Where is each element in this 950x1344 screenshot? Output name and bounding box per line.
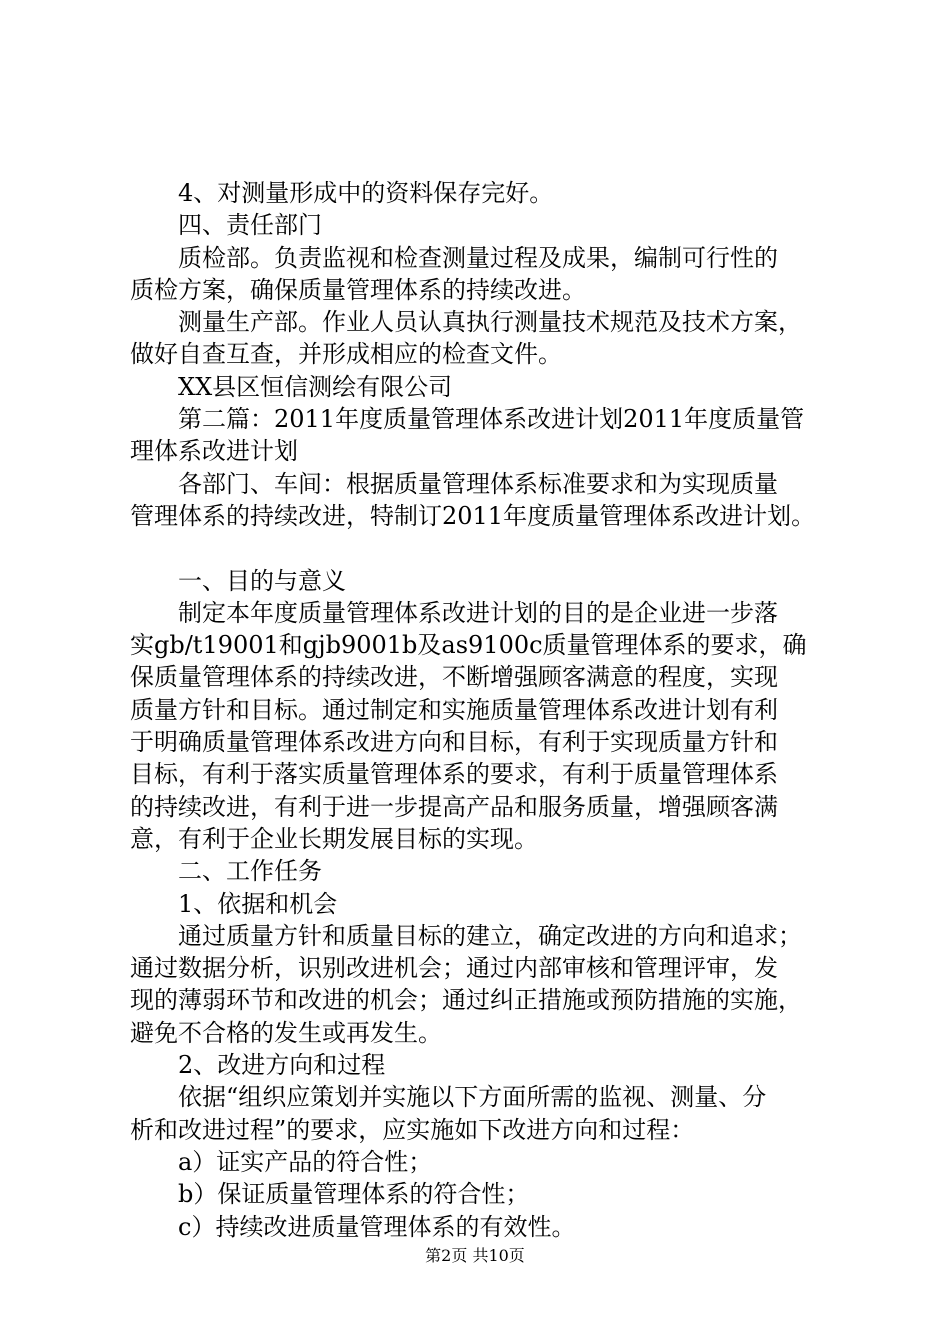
text-line: 的持续改进，有利于进一步提高产品和服务质量，增强顾客满 bbox=[130, 792, 778, 821]
text-line: 通过质量方针和质量目标的建立，确定改进的方向和追求； bbox=[178, 921, 802, 950]
text-line: 目标，有利于落实质量管理体系的要求，有利于质量管理体系 bbox=[130, 760, 778, 789]
text-line: b）保证质量管理体系的符合性； bbox=[178, 1180, 530, 1209]
text-line: 于明确质量管理体系改进方向和目标，有利于实现质量方针和 bbox=[130, 728, 778, 757]
text-line: 实gb/t19001和gjb9001b及as9100c质量管理体系的要求，确 bbox=[130, 631, 807, 660]
text-line: c）持续改进质量管理体系的有效性。 bbox=[178, 1212, 576, 1241]
text-line: 保质量管理体系的持续改进，不断增强顾客满意的程度，实现 bbox=[130, 663, 778, 692]
text-line: 管理体系的持续改进，特制订2011年度质量管理体系改进计划。 bbox=[130, 501, 816, 530]
text-line: 质检方案，确保质量管理体系的持续改进。 bbox=[130, 275, 586, 304]
text-line: 一、目的与意义 bbox=[178, 566, 346, 595]
text-line: 二、工作任务 bbox=[178, 857, 322, 886]
text-line: 制定本年度质量管理体系改进计划的目的是企业进一步落 bbox=[178, 598, 778, 627]
text-line: 质检部。负责监视和检查测量过程及成果，编制可行性的 bbox=[178, 243, 778, 272]
text-line: 做好自查互查，并形成相应的检查文件。 bbox=[130, 340, 562, 369]
text-line: 第二篇：2011年度质量管理体系改进计划2011年度质量管 bbox=[178, 405, 805, 434]
text-line: 现的薄弱环节和改进的机会；通过纠正措施或预防措施的实施， bbox=[130, 986, 802, 1015]
text-line: 通过数据分析，识别改进机会；通过内部审核和管理评审，发 bbox=[130, 954, 778, 983]
text-line: 依据“组织应策划并实施以下方面所需的监视、测量、分 bbox=[178, 1083, 767, 1112]
text-line: 意，有利于企业长期发展目标的实现。 bbox=[130, 824, 538, 853]
text-line: 理体系改进计划 bbox=[130, 437, 298, 466]
text-line: 避免不合格的发生或再发生。 bbox=[130, 1018, 442, 1047]
text-line: 2、改进方向和过程 bbox=[178, 1051, 386, 1080]
text-line: 1、依据和机会 bbox=[178, 889, 338, 918]
text-line: 各部门、车间：根据质量管理体系标准要求和为实现质量 bbox=[178, 469, 778, 498]
text-line: a）证实产品的符合性； bbox=[178, 1147, 433, 1176]
text-line: 质量方针和目标。通过制定和实施质量管理体系改进计划有利 bbox=[130, 695, 778, 724]
text-line: 析和改进过程”的要求，应实施如下改进方向和过程： bbox=[130, 1115, 695, 1144]
blank-line bbox=[130, 532, 840, 564]
text-line: 4、对测量形成中的资料保存完好。 bbox=[178, 179, 554, 207]
document-body bbox=[130, 177, 840, 1243]
page-footer: 第2页 共10页 bbox=[425, 1246, 525, 1265]
text-line: XX县区恒信测绘有限公司 bbox=[178, 372, 453, 401]
text-line: 四、责任部门 bbox=[178, 211, 322, 240]
text-line: 测量生产部。作业人员认真执行测量技术规范及技术方案， bbox=[178, 308, 802, 337]
